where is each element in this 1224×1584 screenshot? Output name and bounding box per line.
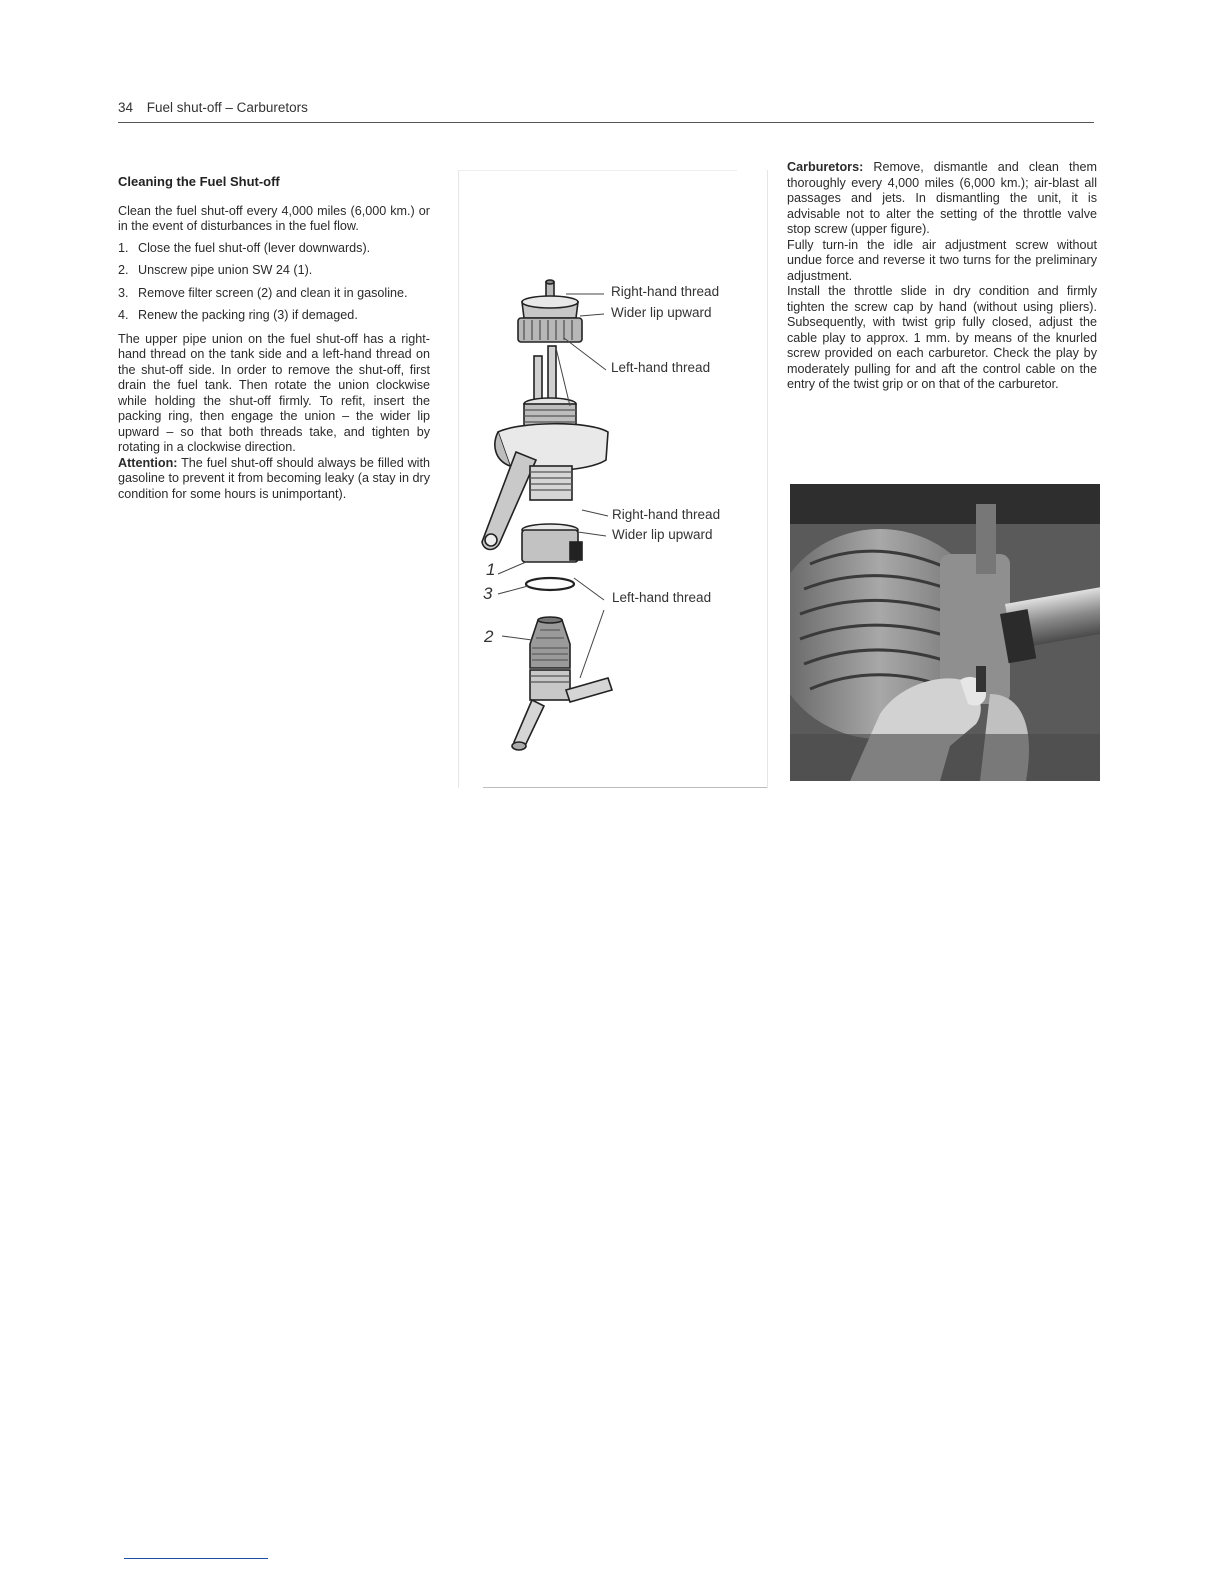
packing-ring <box>526 578 574 590</box>
intro-paragraph: Clean the fuel shut-off every 4,000 miles (6,000 km.) or in the event of disturbances in the fuel flow. <box>118 203 430 233</box>
adjustment-screw <box>976 666 986 692</box>
callout-top-left-hand-thread: Left-hand thread <box>611 360 711 375</box>
callout-bottom-wider-lip: Wider lip upward <box>612 527 713 542</box>
attention-text: The fuel shut-off should always be filled with gasoline to prevent it from becoming leaky (a stay in dry condition for some hours is unimportant). <box>118 455 430 501</box>
list-item <box>118 308 430 324</box>
section-heading: Cleaning the Fuel Shut-off <box>118 174 280 189</box>
step-text: Close the fuel shut-off (lever downwards). <box>138 240 371 255</box>
step-number: 2. <box>118 263 129 277</box>
attention-paragraph <box>118 456 430 503</box>
page-number: 34 <box>118 100 134 115</box>
list-item <box>118 263 430 279</box>
outlet-stem <box>530 466 572 500</box>
carburetors-label: Carburetors: <box>787 160 864 174</box>
list-item <box>118 241 430 257</box>
step-number: 3. <box>118 285 129 300</box>
part-number-2: 2 <box>484 627 494 646</box>
running-header <box>118 100 1094 123</box>
header-title: Fuel shut-off – Carburetors <box>146 100 308 115</box>
standpipe-left <box>534 356 542 402</box>
steps-list <box>118 241 430 324</box>
step-number: 1. <box>118 240 129 255</box>
footer-rule <box>124 1558 268 1559</box>
step-number: 4. <box>118 308 129 322</box>
filter-screen <box>530 620 570 668</box>
part-number-1: 1 <box>486 560 496 579</box>
callout-bottom-right-hand-thread: Right-hand thread <box>612 507 721 522</box>
nut-shadow <box>570 542 582 560</box>
left-column <box>118 174 430 502</box>
body-paragraph: The upper pipe union on the fuel shut-off has a right-hand thread on the tank side and a left-hand thread on the shut-off side. In order to remove the shut-off, first drain the fuel tank. Then rotate the union clockwise while holding the shut-off firmly. To refit, insert the packing ring, then engage the union – the wider lip upward – so that both threads take, and tighten by rotating in a clockwise direction. <box>118 331 430 454</box>
throttle-slide-paragraph: Install the throttle slide in dry condition and firmly tighten the screw cap by hand (without using pliers). Subsequently, with twist grip fully closed, adjust the cable play to approx. 1 mm. by means of the knurled screw provided on each carburetor. Check the play by moderately pulling for and aft the control cable on the entry of the twist grip or on that of the carburetor. <box>787 284 1097 391</box>
carburetors-text: Remove, dismantle and clean them thoroughly every 4,000 miles (6,000 km.); air-blast all passages and jets. In dismantling the unit, it is advisable not to alter the setting of the throttle valve stop screw (upper figure). <box>787 160 1097 236</box>
part-number-3: 3 <box>483 584 493 603</box>
fuel-shutoff-exploded-diagram <box>458 170 768 790</box>
tee-fitting <box>530 670 570 700</box>
step-text: Renew the packing ring (3) if demaged. <box>138 308 358 322</box>
step-text: Remove filter screen (2) and clean it in gasoline. <box>138 285 408 300</box>
list-item <box>118 286 430 302</box>
attention-label: Attention: <box>118 455 178 470</box>
carburetor-photo <box>790 484 1100 781</box>
step-text: Unscrew pipe union SW 24 (1). <box>138 263 313 277</box>
idle-adjustment-paragraph: Fully turn-in the idle air adjustment screw without undue force and reverse it two turns for the preliminary adjustment. <box>787 237 1097 283</box>
callout-bottom-left-hand-thread: Left-hand thread <box>612 590 712 605</box>
carburetor-photo-illustration <box>790 484 1100 781</box>
callout-top-right-hand-thread: Right-hand thread <box>611 284 720 299</box>
tee-branch-left <box>514 700 544 748</box>
right-column <box>787 160 1097 393</box>
standpipe-right <box>548 346 556 402</box>
carburetors-paragraph <box>787 160 1097 238</box>
callout-top-wider-lip: Wider lip upward <box>611 305 712 320</box>
tee-branch-right <box>566 678 612 702</box>
